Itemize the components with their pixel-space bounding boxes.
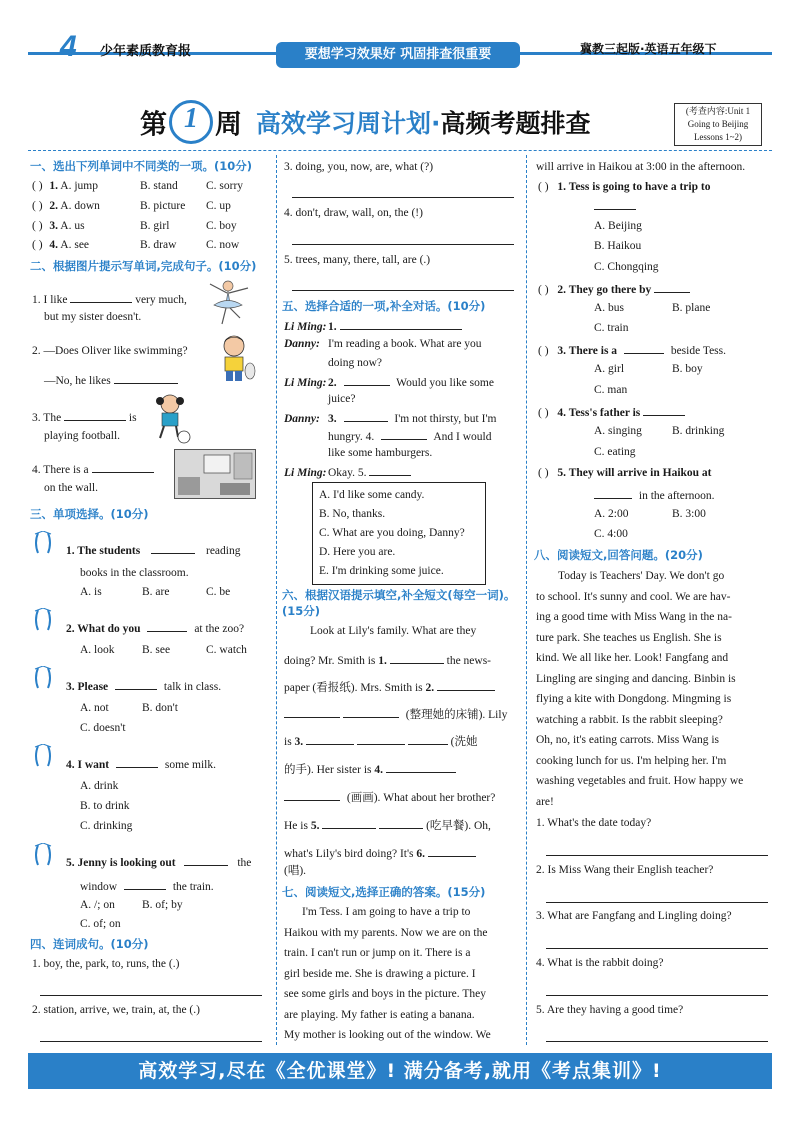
option: C. What are you doing, Danny? xyxy=(319,527,465,539)
blank-field[interactable] xyxy=(594,487,632,499)
scope-box xyxy=(674,103,762,146)
blank-field[interactable] xyxy=(70,291,132,303)
question: 4. There is a xyxy=(32,461,154,477)
answer-line[interactable] xyxy=(292,196,514,198)
section-heading: 四、连词成句。(10分) xyxy=(30,937,149,951)
option: A. Beijing xyxy=(594,220,642,232)
question: window the train. xyxy=(80,878,214,894)
question-text: playing football. xyxy=(44,430,121,442)
question: ( ) 5. They will arrive in Haikou at xyxy=(538,467,712,479)
option: B. see xyxy=(142,644,171,656)
question: —No, he likes xyxy=(44,372,178,388)
question: in the afternoon. xyxy=(594,487,715,503)
list-item: ( ) 2. A. down B. picture C. up xyxy=(32,200,231,212)
slogan-banner: 要想学习效果好 巩固排查很重要 xyxy=(276,42,520,68)
blank-field[interactable] xyxy=(322,817,376,829)
answer-paren[interactable]: ( ) xyxy=(538,407,549,419)
answer-paren[interactable]: ( ) xyxy=(32,239,43,251)
question-text: 1. boy, the, park, to, runs, the (.) xyxy=(32,958,180,970)
blank-field[interactable] xyxy=(594,198,636,210)
list-item: ( ) 1. A. jump B. stand C. sorry xyxy=(32,180,244,192)
option: A. drink xyxy=(80,780,119,792)
answer-paren[interactable]: ( ) xyxy=(538,345,549,357)
blank-field[interactable] xyxy=(408,733,448,745)
room-image xyxy=(174,449,256,499)
answer-line[interactable] xyxy=(292,289,514,291)
answer-bracket-icon[interactable] xyxy=(32,666,54,690)
answer-line[interactable] xyxy=(40,994,262,996)
option: E. I'm drinking some juice. xyxy=(319,565,444,577)
option: A. not xyxy=(80,702,109,714)
footer-banner: 高效学习,尽在《全优课堂》! 满分备考,就用《考点集训》! xyxy=(28,1053,772,1089)
option: D. Here you are. xyxy=(319,546,396,558)
question: 5. Jenny is looking out the xyxy=(66,854,251,870)
boy-swimming-image xyxy=(212,333,256,385)
blank-field[interactable] xyxy=(624,342,664,354)
question: 2. What do you at the zoo? xyxy=(66,620,244,636)
blank-field[interactable] xyxy=(284,789,340,801)
title-divider xyxy=(28,150,772,151)
question-text: 5. trees, many, there, tall, are (.) xyxy=(284,254,431,266)
question: 1. I like very much, xyxy=(32,291,187,307)
answer-paren[interactable]: ( ) xyxy=(32,200,43,212)
scope-line: Going to Beijing xyxy=(687,119,749,129)
option: C. drinking xyxy=(80,820,133,832)
blank-field[interactable] xyxy=(64,409,126,421)
option: A. girl xyxy=(594,363,625,375)
week-prefix: 第 xyxy=(140,109,167,141)
blank-field[interactable] xyxy=(381,428,427,440)
blank-field[interactable] xyxy=(92,461,154,473)
week-suffix: 周 xyxy=(215,109,242,141)
answer-line[interactable] xyxy=(292,243,514,245)
list-item: ( ) 4. A. see B. draw C. now xyxy=(32,239,240,251)
question: ( ) 2. They go there by xyxy=(538,281,690,297)
question-text: 2. Is Miss Wang their English teacher? xyxy=(536,864,714,876)
blank-field[interactable] xyxy=(343,706,399,718)
option: A. I'd like some candy. xyxy=(319,489,425,501)
dialogue-line: Li Ming: Okay. 5. xyxy=(284,464,411,480)
blank-field[interactable] xyxy=(379,817,423,829)
option: B. plane xyxy=(672,302,711,314)
column-divider xyxy=(276,155,277,1045)
option: B. Haikou xyxy=(594,240,642,252)
dialogue-line: Li Ming: 2. Would you like some xyxy=(284,374,494,390)
answer-line[interactable] xyxy=(546,1040,768,1042)
answer-bracket-icon[interactable] xyxy=(32,843,54,867)
blank-field[interactable] xyxy=(344,374,390,386)
passage-line: He is 5. (吃早餐). Oh, xyxy=(284,817,491,833)
option: B. don't xyxy=(142,702,178,714)
option: B. of; by xyxy=(142,899,183,911)
blank-field[interactable] xyxy=(306,733,354,745)
option: A. bus xyxy=(594,302,625,314)
dialogue-line: Li Ming: 1. xyxy=(284,318,462,334)
option: B. to drink xyxy=(80,800,130,812)
blank-field[interactable] xyxy=(390,652,444,664)
answer-line[interactable] xyxy=(546,854,768,856)
option: B. 3:00 xyxy=(672,508,706,520)
blank-field[interactable] xyxy=(654,281,690,293)
option: C. 4:00 xyxy=(594,528,628,540)
blank-field[interactable] xyxy=(437,679,495,691)
question: 3. The is xyxy=(32,409,137,425)
option: B. boy xyxy=(672,363,703,375)
question-text: 2. —Does Oliver like swimming? xyxy=(32,345,188,357)
reading-passage: Today is Teachers' Day. We don't go to school. It's sunny and cool. We are hav- ing a good time with Miss Wang in the na- ture park. She teaches us English. She is kind. We all like her. Look! Fangfang and Lingling are singing and dancing. Binbin is flying a kite with Dongdong. Mingming is watching a rabbit. Is the rabbit sleeping? Oh, no, it's eating carrots. Miss Wang is cooking lunch for us. I'm helping her. I'm washing vegetables and fruit. How happy we are! xyxy=(536,570,744,808)
section-heading: 八、阅读短文,回答问题。(20分) xyxy=(534,548,703,562)
title-main: 高效学习周计划· xyxy=(256,109,441,138)
answer-line[interactable] xyxy=(546,994,768,996)
answer-paren[interactable]: ( ) xyxy=(538,284,549,296)
page-title xyxy=(140,100,591,140)
option: C. man xyxy=(594,384,628,396)
passage-line: doing? Mr. Smith is 1. the news- xyxy=(284,652,491,668)
dialogue-line: like some hamburgers. xyxy=(328,447,433,459)
blank-field[interactable] xyxy=(386,761,456,773)
passage-line: paper (看报纸). Mrs. Smith is 2. xyxy=(284,679,495,695)
answer-paren[interactable]: ( ) xyxy=(32,220,43,232)
section-heading: 三、单项选择。(10分) xyxy=(30,507,149,521)
section-heading: 七、阅读短文,选择正确的答案。(15分) xyxy=(282,885,486,899)
question-text: 1. What's the date today? xyxy=(536,817,652,829)
dialogue-line: Danny: I'm reading a book. What are you xyxy=(284,338,482,350)
answer-line[interactable] xyxy=(40,1040,262,1042)
blank-field[interactable] xyxy=(114,372,178,384)
blank-field[interactable] xyxy=(428,845,476,857)
passage-line: what's Lily's bird doing? It's 6. xyxy=(284,845,476,861)
answer-line[interactable] xyxy=(546,901,768,903)
blank-field[interactable] xyxy=(184,854,228,866)
question: ( ) 4. Tess's father is xyxy=(538,404,685,420)
list-item: ( ) 3. A. us B. girl C. boy xyxy=(32,220,237,232)
option: C. eating xyxy=(594,446,636,458)
option: A. singing xyxy=(594,425,642,437)
week-number: 1 xyxy=(169,100,213,144)
blank-field[interactable] xyxy=(116,756,158,768)
scope-line: Lessons 1~2) xyxy=(693,132,743,142)
question-text: books in the classroom. xyxy=(80,567,189,579)
dialogue-line: hungry. 4. And I would xyxy=(328,428,491,444)
option: C. Chongqing xyxy=(594,261,659,273)
answer-bracket-icon[interactable] xyxy=(32,608,54,632)
question-text: 4. don't, draw, wall, on, the (!) xyxy=(284,207,423,219)
page-number: 4 xyxy=(60,30,77,63)
option: C. train xyxy=(594,322,629,334)
passage-line: is 3. (洗她 xyxy=(284,733,478,749)
blank-field[interactable] xyxy=(357,733,405,745)
options-box xyxy=(312,482,486,585)
column-divider xyxy=(526,155,527,1045)
blank-field[interactable] xyxy=(151,542,195,554)
passage-line: Look at Lily's family. What are they xyxy=(310,625,477,637)
girl-football-image xyxy=(150,393,192,445)
answer-paren[interactable]: ( ) xyxy=(538,181,549,193)
blank-field[interactable] xyxy=(115,678,157,690)
dialogue-line: juice? xyxy=(328,393,356,405)
question-text: but my sister doesn't. xyxy=(44,311,142,323)
question: 3. Please talk in class. xyxy=(66,678,221,694)
ballet-dancer-image xyxy=(200,278,256,328)
edition-label: 冀教三起版·英语五年级下 xyxy=(580,42,717,56)
answer-line[interactable] xyxy=(546,947,768,949)
passage-line: (整理她的床铺). Lily xyxy=(284,706,507,722)
option: A. /; on xyxy=(80,899,115,911)
question-text: 3. What are Fangfang and Lingling doing? xyxy=(536,910,732,922)
option: C. of; on xyxy=(80,918,121,930)
option: A. is xyxy=(80,586,102,598)
blank-field[interactable] xyxy=(124,878,166,890)
option: B. are xyxy=(142,586,170,598)
answer-paren[interactable]: ( ) xyxy=(32,180,43,192)
section-heading: 五、选择合适的一项,补全对话。(10分) xyxy=(282,299,486,313)
option: B. drinking xyxy=(672,425,725,437)
option: C. be xyxy=(206,586,231,598)
option: A. look xyxy=(80,644,115,656)
blank-field[interactable] xyxy=(369,464,411,476)
blank-field[interactable] xyxy=(147,620,187,632)
section-heading: 六、根据汉语提示填空,补全短文(每空一词)。(15分) xyxy=(282,588,516,618)
dialogue-line: Danny: 3. I'm not thirsty, but I'm xyxy=(284,410,496,426)
passage-line: (唱). xyxy=(284,865,307,877)
option: A. 2:00 xyxy=(594,508,629,520)
question: 4. I want some milk. xyxy=(66,756,216,772)
question: ( ) 3. There is a beside Tess. xyxy=(538,342,726,358)
title-sub: 高频考题排查 xyxy=(440,109,591,138)
section-heading: 一、选出下列单词中不同类的一项。(10分) xyxy=(30,159,253,173)
answer-paren[interactable]: ( ) xyxy=(538,467,549,479)
option: C. watch xyxy=(206,644,247,656)
blank-field[interactable] xyxy=(344,410,388,422)
reading-passage: I'm Tess. I am going to have a trip to Haikou with my parents. Now we are on the train. I can't run or jump on it. There is a girl beside me. She is drawing a picture. I see some girls and boys in the picture. They are playing. My father is eating a banana. My mother is looking out of the window. We xyxy=(284,906,491,1041)
answer-bracket-icon[interactable] xyxy=(32,531,54,555)
question-text: 4. What is the rabbit doing? xyxy=(536,957,664,969)
question: 1. The students reading xyxy=(66,542,240,558)
passage-line: 的手). Her sister is 4. xyxy=(284,761,456,777)
passage-line: will arrive in Haikou at 3:00 in the afternoon. xyxy=(536,161,746,173)
scope-line: (考查内容:Unit 1 xyxy=(685,106,751,116)
passage-line: (画画). What about her brother? xyxy=(284,789,495,805)
question-text: on the wall. xyxy=(44,482,98,494)
question-text: 3. doing, you, now, are, what (?) xyxy=(284,161,434,173)
dialogue-line: doing now? xyxy=(328,357,382,369)
option: B. No, thanks. xyxy=(319,508,386,520)
question: ( ) 1. Tess is going to have a trip to xyxy=(538,181,711,193)
blank-field[interactable] xyxy=(643,404,685,416)
blank-field[interactable] xyxy=(284,706,340,718)
question-text: 5. Are they having a good time? xyxy=(536,1004,684,1016)
section-heading: 二、根据图片提示写单词,完成句子。(10分) xyxy=(30,259,257,273)
publication-name: 少年素质教育报 xyxy=(100,44,192,59)
answer-bracket-icon[interactable] xyxy=(32,744,54,768)
blank-field[interactable] xyxy=(340,318,462,330)
option: C. doesn't xyxy=(80,722,126,734)
question-text: 2. station, arrive, we, train, at, the (.) xyxy=(32,1004,200,1016)
